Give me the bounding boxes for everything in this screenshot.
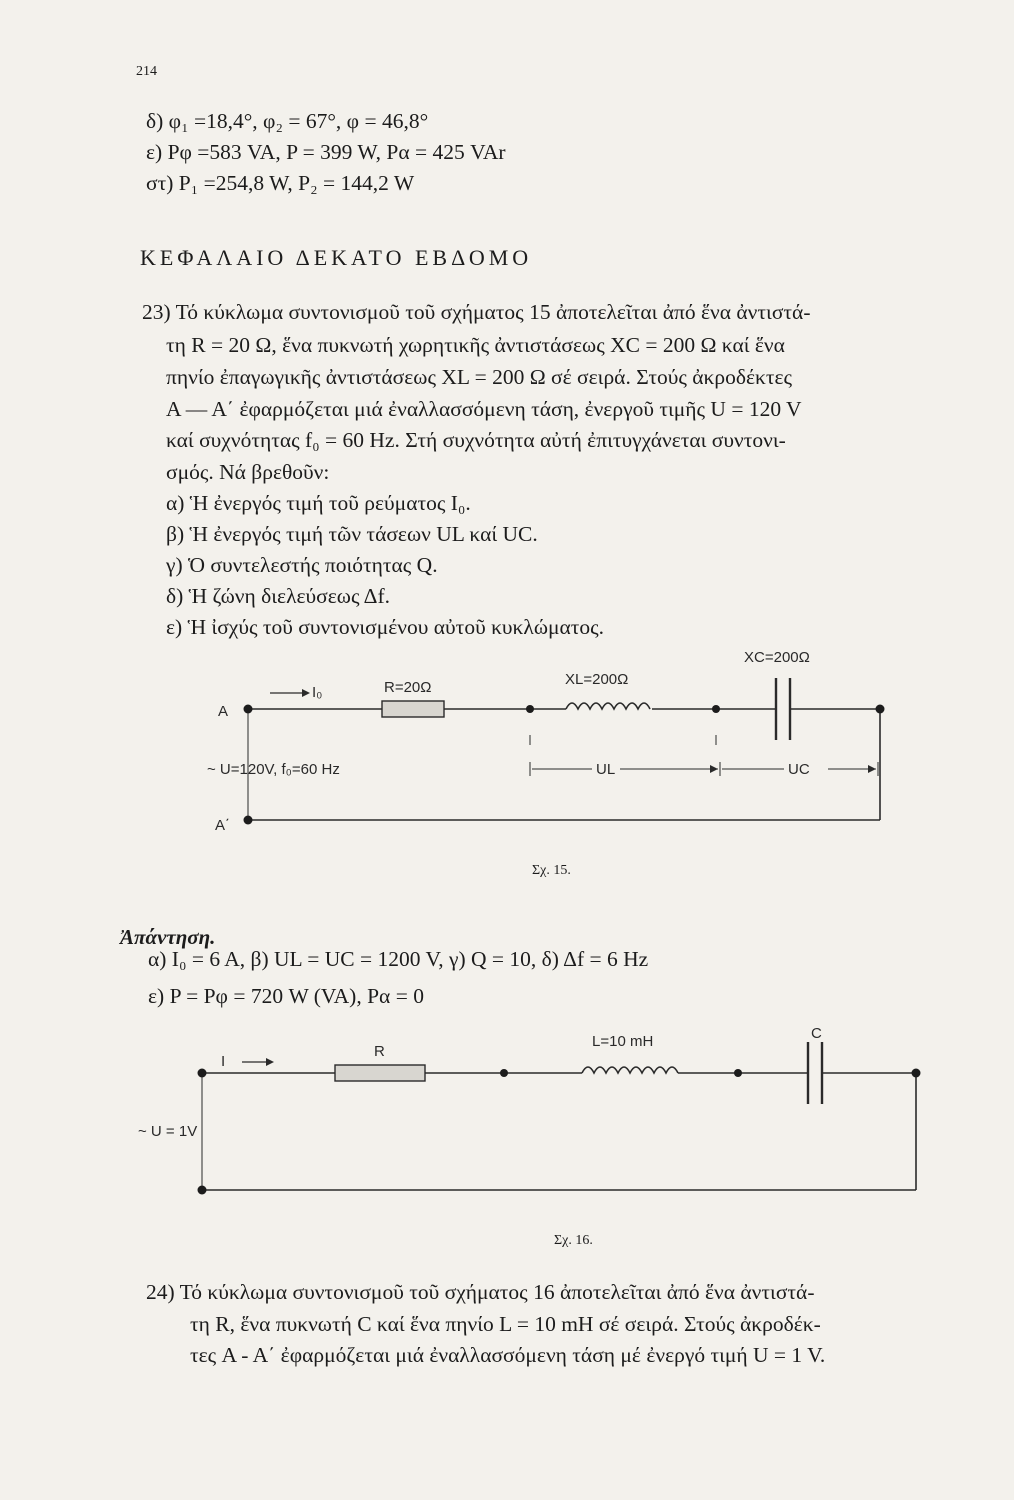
problem-23-item: δ) Ἡ ζώνη διελεύσεως Δf. [166, 584, 391, 608]
problem-23-item: α) Ἡ ἐνεργός τιμή τοῦ ρεύματος I₀. [166, 491, 471, 515]
prev-answer-d: δ) φ₁ =18,4°, φ₂ = 67°, φ = 46,8° [146, 109, 429, 133]
problem-24-line: 24) Τό κύκλωμα συντονισμοῦ τοῦ σχήματος 16 ἀποτελεῖται ἀπό ἕνα ἀντιστά- [146, 1280, 815, 1304]
fig16-source-label: ~ U = 1V [138, 1123, 198, 1140]
fig15-uc-label: UC [788, 761, 810, 778]
problem-23-line: A — A΄ ἐφαρμόζεται μιά ἐναλλασσόμενη τάση, ἐνεργοῦ τιμῆς U = 120 V [166, 397, 802, 421]
fig16-inductor-label: L=10 mH [592, 1033, 654, 1050]
problem-23-line: 23) Τό κύκλωμα συντονισμοῦ τοῦ σχήματος 15 ἀποτελεῖται ἀπό ἕνα ἀντιστά- [142, 300, 811, 324]
problem-23-line: καί συχνότητας f₀ = 60 Hz. Στή συχνότητα αὐτή ἐπιτυγχάνεται συντονι- [166, 428, 786, 452]
fig15-source-label: ~ U=120V, f₀=60 Hz [207, 761, 340, 778]
fig15-resistor-label: R=20Ω [384, 679, 432, 696]
figure-15-caption: Σχ. 15. [532, 863, 571, 878]
problem-24-line: τες A - A΄ ἐφαρμόζεται μιά ἐναλλασσόμενη τάση μέ ἐνεργό τιμή U = 1 V. [190, 1343, 826, 1367]
answer-line-1: α) I₀ = 6 A, β) UL = UC = 1200 V, γ) Q = 10, δ) Δf = 6 Hz [148, 947, 649, 971]
chapter-heading: ΚΕΦΑΛΑΙΟ ΔΕΚΑΤΟ ΕΒΔΟΜΟ [140, 245, 533, 270]
problem-24-line: τη R, ἕνα πυκνωτή C καί ἕνα πηνίο L = 10 mH σέ σειρά. Στούς ἀκροδέκ- [190, 1312, 821, 1336]
answer-line-2: ε) P = Pφ = 720 W (VA), Pα = 0 [148, 984, 424, 1008]
problem-23-item: β) Ἡ ἐνεργός τιμή τῶν τάσεων UL καί UC. [166, 522, 538, 546]
fig15-capacitor-label: XC=200Ω [744, 649, 810, 666]
problem-23-line: πηνίο ἐπαγωγικῆς ἀντιστάσεως XL = 200 Ω σέ σειρά. Στούς ἀκροδέκτες [166, 365, 792, 389]
fig16-resistor-label: R [374, 1043, 385, 1060]
prev-answer-e: ε) Pφ =583 VA, P = 399 W, Pα = 425 VAr [146, 140, 506, 164]
answer-heading: Ἀπάντηση. [120, 925, 216, 949]
figure-16-caption: Σχ. 16. [554, 1233, 593, 1248]
fig16-current-label: I [221, 1053, 226, 1070]
problem-23-line: τη R = 20 Ω, ἕνα πυκνωτή χωρητικῆς ἀντιστάσεως XC = 200 Ω καί ἕνα [166, 333, 785, 357]
page-number: 214 [136, 64, 157, 79]
fig16-capacitor-label: C [811, 1025, 822, 1042]
fig15-current-label: I₀ [312, 684, 323, 701]
problem-23-line: σμός. Νά βρεθοῦν: [166, 460, 330, 484]
problem-23-item: ε) Ἡ ἰσχύς τοῦ συντονισμένου αὐτοῦ κυκλώματος. [166, 615, 605, 639]
fig15-ul-label: UL [596, 761, 616, 778]
prev-answer-st: στ) P₁ =254,8 W, P₂ = 144,2 W [146, 171, 415, 195]
problem-23-item: γ) Ὁ συντελεστής ποιότητας Q. [166, 553, 438, 577]
fig15-label-a-prime: A΄ [215, 817, 230, 834]
fig15-inductor-label: XL=200Ω [565, 671, 629, 688]
fig15-label-a: A [218, 703, 229, 720]
